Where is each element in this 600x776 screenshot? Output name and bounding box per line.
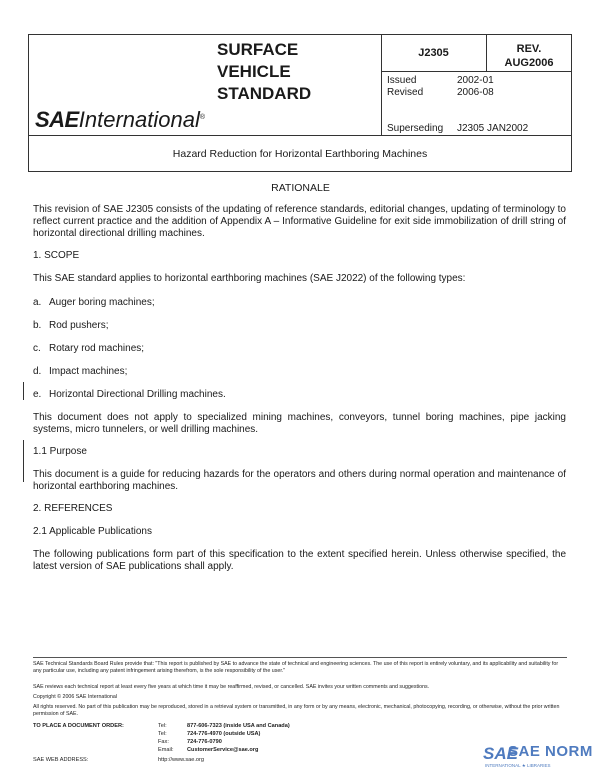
contact-key: Tel: — [158, 731, 167, 737]
web-address-value[interactable]: http://www.sae.org — [158, 757, 205, 763]
sae-stamp-logo-icon — [483, 742, 518, 764]
revision-change-bar — [23, 382, 24, 400]
footer-rule — [33, 657, 567, 658]
list-item — [33, 343, 144, 355]
title-line-1: SURFACE — [217, 40, 299, 59]
rationale-paragraph: This revision of SAE J2305 consists of the updating of reference standards, editorial changes, updating of terminology to reflect current practice and the addition of Appendix A – Informative Guideline for exit side immobilization of drill string of horizontal directional drilling machines. — [33, 204, 566, 239]
contact-key: Email: — [158, 747, 174, 753]
standard-type-title — [217, 39, 377, 105]
revised-label: Revised — [387, 87, 424, 98]
document-number: J2305 — [418, 47, 449, 59]
list-item-label: d. — [33, 366, 42, 377]
list-item-label: e. — [33, 389, 42, 400]
web-address-label: SAE WEB ADDRESS: — [33, 757, 89, 763]
revision-label: REV. — [516, 43, 542, 55]
sae-international-logo — [35, 107, 205, 133]
logo-international-text: International — [78, 107, 200, 132]
document-title: Hazard Reduction for Horizontal Earthboring Machines — [172, 148, 428, 160]
contact-key: Tel: — [158, 723, 167, 729]
logo-sae-text: SAE — [35, 107, 79, 132]
list-item-text: Horizontal Directional Drilling machines. — [49, 389, 226, 400]
purpose-heading: 1.1 Purpose — [33, 446, 87, 457]
applicable-publications-paragraph: The following publications form part of this specification to the extent specified herein. Unless otherwise specified, the latest version of SAE publications shall apply. — [33, 549, 566, 572]
order-label: TO PLACE A DOCUMENT ORDER: — [33, 723, 124, 729]
rationale-heading: RATIONALE — [271, 182, 330, 194]
applicable-publications-heading: 2.1 Applicable Publications — [33, 526, 152, 537]
list-item — [33, 297, 155, 309]
title-line-2: VEHICLE — [217, 62, 291, 81]
revision-change-bar — [23, 440, 24, 482]
sae-norm-stamp — [483, 742, 593, 768]
contact-value: 724-776-0790 — [187, 739, 222, 745]
references-heading: 2. REFERENCES — [33, 503, 113, 514]
list-item-label: b. — [33, 320, 42, 331]
list-item — [33, 366, 127, 378]
header-divider-horizontal-mid — [29, 135, 571, 136]
list-item-text: Rotary rod machines; — [49, 343, 145, 354]
list-item-label: a. — [33, 297, 42, 308]
scope-heading: 1. SCOPE — [33, 250, 80, 261]
list-item-text: Rod pushers; — [49, 320, 109, 331]
svg-text:SAE: SAE — [483, 744, 518, 763]
issued-value: 2002-01 — [457, 75, 494, 86]
issued-label: Issued — [387, 75, 417, 86]
list-item — [33, 389, 226, 401]
stamp-subtext: INTERNATIONAL ★ LIBRARIES — [485, 763, 551, 768]
logo-trademark: ® — [199, 114, 206, 121]
list-item-label: c. — [33, 343, 41, 354]
contact-value: CustomerService@sae.org — [187, 747, 259, 753]
list-item-text: Impact machines; — [49, 366, 128, 377]
superseding-label: Superseding — [387, 123, 444, 134]
list-item — [33, 320, 108, 332]
stamp-text: SAE NORM — [508, 743, 593, 760]
header-divider-horizontal-top — [381, 71, 571, 72]
contact-key: Fax: — [158, 739, 169, 745]
contact-value: 877-606-7323 (inside USA and Canada) — [187, 723, 290, 729]
purpose-paragraph: This document is a guide for reducing hazards for the operators and others during normal operation and maintenance of horizontal earthboring machines. — [33, 469, 566, 492]
contact-value: 724-776-4970 (outside USA) — [187, 731, 261, 737]
revision-value: AUG2006 — [504, 57, 554, 69]
footer-rights-text: All rights reserved. No part of this publication may be reproduced, stored in a retrieval system or transmitted, in any form or by any means, electronic, mechanical, photocopying, recording, or otherwise, without the prior written permission of SAE. — [33, 704, 560, 717]
footer-rules-text: SAE Technical Standards Board Rules provide that: "This report is published by SAE to advance the state of technical and engineering sciences. The use of this report is entirely voluntary, and its applicability and suitability for any particular use, including any patent infringement arising therefrom, is the sole responsibility of the user." — [33, 661, 559, 674]
exclusion-paragraph: This document does not apply to specialized mining machines, conveyors, tunnel boring machines, pipe jacking systems, micro tunnelers, or well drilling machines. — [33, 412, 566, 435]
logo-cell — [29, 35, 211, 135]
title-line-3: STANDARD — [217, 84, 312, 103]
document-header-box — [28, 34, 572, 172]
footer-copyright: Copyright © 2006 SAE International — [33, 694, 117, 700]
list-item-text: Auger boring machines; — [49, 297, 155, 308]
revised-value: 2006-08 — [457, 87, 494, 98]
scope-paragraph: This SAE standard applies to horizontal earthboring machines (SAE J2022) of the following types: — [33, 273, 466, 284]
superseding-value: J2305 JAN2002 — [457, 123, 529, 134]
footer-review-text: SAE reviews each technical report at least every five years at which time it may be reaffirmed, revised, or cancelled. SAE invites your written comments and suggestions. — [33, 684, 430, 690]
